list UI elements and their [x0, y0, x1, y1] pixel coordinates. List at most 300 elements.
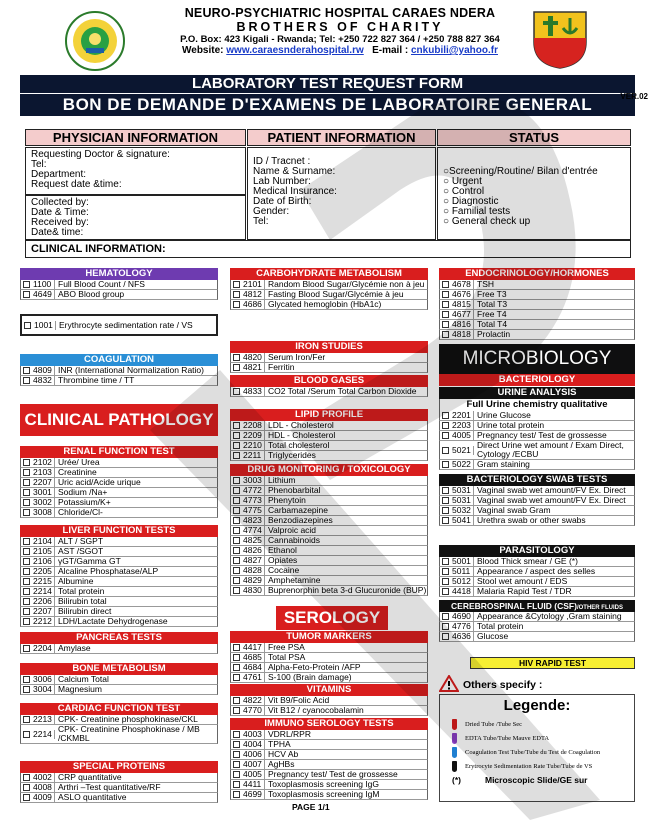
vitamins-section [230, 684, 428, 716]
checkbox[interactable] [442, 412, 449, 419]
coagulation-section [20, 354, 218, 386]
test-label: TPHA [268, 739, 291, 749]
collection-box [25, 195, 246, 240]
test-code: 3003 [243, 476, 265, 485]
test-row[interactable] [230, 300, 428, 310]
hematology-header: HEMATOLOGY [20, 268, 218, 280]
special-header: SPECIAL PROTEINS [20, 761, 218, 773]
checkbox[interactable] [233, 567, 240, 574]
test-label: Carbamazepine [268, 505, 329, 515]
test-label: Ethanol [268, 545, 297, 555]
status-option-urgent[interactable]: ○ Urgent [443, 176, 482, 187]
test-label: Urethra swab or other swabs [477, 515, 586, 525]
test-label: Thrombine time / TT [58, 375, 135, 385]
test-label: CO2 Total /Serum Total Carbon Dioxide [268, 386, 417, 396]
test-row[interactable] [230, 706, 428, 716]
checkbox[interactable] [23, 479, 30, 486]
test-label: Arthri –Test quantitative/RF [58, 782, 161, 792]
checkbox[interactable] [233, 791, 240, 798]
test-label: Prolactin [477, 329, 511, 339]
clinical-info-field[interactable]: CLINICAL INFORMATION: [25, 240, 631, 258]
urine-subtitle: Full Urine chemistry qualitative [439, 399, 635, 411]
test-label: Random Blood Sugar/Glycémie non à jeu [268, 279, 425, 289]
checkbox[interactable] [442, 568, 449, 575]
test-code: 2212 [33, 617, 55, 626]
test-label: Gram staining [477, 459, 530, 469]
checkbox[interactable] [442, 578, 449, 585]
email-link[interactable]: cnkubili@yahoo.fr [411, 45, 498, 56]
immuno-header: IMMUNO SEROLOGY TESTS [230, 718, 428, 730]
test-code: 5011 [452, 567, 474, 576]
checkbox[interactable] [233, 771, 240, 778]
test-row[interactable] [230, 673, 428, 683]
blood-gases-section [230, 375, 428, 397]
bone-header: BONE METABOLISM [20, 663, 218, 675]
physician-info-header: PHYSICIAN INFORMATION [25, 129, 246, 146]
test-row[interactable]: 1001 Erythrocyte sedimentation rate / VS [20, 314, 218, 336]
hospital-header [150, 6, 530, 56]
others-specify[interactable]: Others specify : [439, 675, 542, 695]
test-row[interactable] [230, 790, 428, 800]
checkbox[interactable] [233, 751, 240, 758]
test-label: Magnesium [58, 684, 102, 694]
test-label: Bilirubin direct [58, 606, 112, 616]
immuno-section [230, 718, 428, 800]
website-link[interactable]: www.caraesnderahospital.rw [226, 45, 364, 56]
checkbox[interactable] [23, 377, 30, 384]
test-label: TSH [477, 279, 494, 289]
legend-item [440, 745, 634, 759]
checkbox[interactable] [233, 507, 240, 514]
checkbox[interactable] [233, 557, 240, 564]
test-label: Total cholesterol [268, 440, 330, 450]
test-code: 5031 [452, 496, 474, 505]
test-code: 5031 [452, 486, 474, 495]
test-label: Vit B12 / cyanocobalamin [268, 705, 364, 715]
test-label: Free T4 [477, 309, 507, 319]
esr-section [20, 314, 218, 336]
test-label: Appearance / aspect des selles [477, 566, 596, 576]
test-code: 4773 [243, 496, 265, 505]
checkbox[interactable] [442, 291, 449, 298]
test-row[interactable] [20, 644, 218, 654]
requesting-doctor-field[interactable]: Requesting Doctor & signature: [31, 149, 170, 160]
checkbox[interactable] [23, 731, 30, 738]
test-code: 4684 [243, 663, 265, 672]
test-label: ALT / SGPT [58, 536, 104, 546]
checkbox[interactable] [233, 537, 240, 544]
test-label: HCV Ab [268, 749, 299, 759]
checkbox[interactable] [442, 422, 449, 429]
test-code: 4829 [243, 576, 265, 585]
checkbox[interactable] [442, 447, 449, 454]
test-code: 2214 [33, 587, 55, 596]
test-code: 2208 [243, 421, 265, 430]
checkbox[interactable] [23, 686, 30, 693]
test-code: 2204 [33, 644, 55, 653]
urine-section [439, 387, 635, 470]
bacteriology-header: BACTERIOLOGY [439, 374, 635, 386]
test-row[interactable] [20, 617, 218, 627]
test-label: Urine total protein [477, 420, 545, 430]
checkbox[interactable] [442, 558, 449, 565]
checkbox[interactable] [233, 527, 240, 534]
test-code: 3006 [33, 675, 55, 684]
drug-section [230, 464, 428, 596]
test-code: 2211 [243, 451, 265, 460]
cardiac-header: CARDIAC FUNCTION TEST [20, 703, 218, 715]
test-row[interactable] [20, 290, 218, 300]
test-code: 3002 [33, 498, 55, 507]
checkbox[interactable] [442, 301, 449, 308]
test-code: 4677 [452, 310, 474, 319]
test-row[interactable] [439, 441, 635, 460]
parasitology-section [439, 545, 635, 597]
checkbox[interactable] [23, 598, 30, 605]
checkbox[interactable] [442, 623, 449, 630]
test-row[interactable] [230, 387, 428, 397]
test-label: Free T3 [477, 289, 507, 299]
test-code: 4411 [243, 780, 265, 789]
test-code: 4825 [243, 536, 265, 545]
status-option-screening[interactable]: ○Screening/Routine/ Bilan d'entrée [443, 166, 598, 177]
test-label: Toxoplasmosis screening IgG [268, 779, 380, 789]
checkbox[interactable] [233, 388, 240, 395]
test-code: 4690 [452, 612, 474, 621]
test-code: 4822 [243, 696, 265, 705]
test-label: Sodium /Na+ [58, 487, 108, 497]
test-label: Vaginal swab Gram [477, 505, 551, 515]
test-code: 4812 [243, 290, 265, 299]
test-label: Valproic acid [268, 525, 317, 535]
received-by-field[interactable]: Received by: [31, 217, 89, 228]
test-code: 2213 [33, 715, 55, 724]
hematology-section [20, 268, 218, 300]
csf-section [439, 600, 635, 642]
checkbox[interactable] [442, 432, 449, 439]
lipid-section [230, 409, 428, 461]
checkbox[interactable] [233, 517, 240, 524]
test-code: 2215 [33, 577, 55, 586]
test-label: Pregnancy test/ Test de grossesse [268, 769, 398, 779]
test-code: 4770 [243, 706, 265, 715]
status-option-control[interactable]: ○ Control [443, 186, 485, 197]
checkbox[interactable] [233, 422, 240, 429]
test-code: 2201 [452, 411, 474, 420]
checkbox[interactable] [23, 568, 30, 575]
checkbox[interactable] [23, 509, 30, 516]
tube-icon [452, 747, 457, 758]
brothers-shield-logo [530, 8, 590, 70]
test-code: 2205 [33, 567, 55, 576]
test-row[interactable] [439, 632, 635, 642]
test-label: Ferritin [268, 362, 295, 372]
physician-tel-field[interactable]: Tel: [31, 159, 47, 170]
checkbox[interactable] [233, 731, 240, 738]
status-header: STATUS [437, 129, 631, 146]
checkbox[interactable] [23, 784, 30, 791]
checkbox[interactable] [23, 578, 30, 585]
test-code: 4678 [452, 280, 474, 289]
checkbox[interactable] [233, 442, 240, 449]
test-code: 5001 [452, 557, 474, 566]
csf-header: CEREBROSPINAL FLUID (CSF)/OTHER FLUIDS [439, 600, 635, 612]
test-label: VDRL/RPR [268, 729, 311, 739]
renal-header: RENAL FUNCTION TEST [20, 446, 218, 458]
checkbox[interactable] [442, 321, 449, 328]
checkbox[interactable] [442, 588, 449, 595]
test-label: Vaginal swab wet amount/FV Ex. Direct [477, 485, 626, 495]
form-title-fr: BON DE DEMANDE D'EXAMENS DE LABORATOIRE GENERAL [20, 94, 635, 116]
patient-tel-field[interactable]: Tel: [253, 216, 269, 227]
checkbox[interactable] [442, 281, 449, 288]
liver-section [20, 525, 218, 627]
test-code: 2206 [33, 597, 55, 606]
received-date-field[interactable]: Date& time: [31, 227, 84, 238]
test-row[interactable] [439, 587, 635, 597]
test-row[interactable] [439, 330, 635, 340]
checkbox[interactable] [233, 301, 240, 308]
lipid-header: LIPID PROFILE [230, 409, 428, 421]
pancreas-header: PANCREAS TESTS [20, 632, 218, 644]
test-label: Albumine [58, 576, 94, 586]
gases-header: BLOOD GASES [230, 375, 428, 387]
legend-item [440, 717, 634, 731]
physician-request-box [25, 147, 246, 195]
hiv-rapid-test[interactable]: HIV RAPID TEST [470, 657, 635, 669]
test-code: 4772 [243, 486, 265, 495]
test-label: Cannabinoids [268, 535, 320, 545]
tumor-section [230, 631, 428, 683]
checkbox[interactable] [23, 608, 30, 615]
test-label: Blood Thick smear / GE (*) [477, 556, 578, 566]
checkbox[interactable] [233, 587, 240, 594]
checkbox[interactable] [23, 367, 30, 374]
drug-header: DRUG MONITORING / TOXICOLOGY [230, 464, 428, 476]
test-row[interactable] [20, 685, 218, 695]
hospital-name: NEURO-PSYCHIATRIC HOSPITAL CARAES NDERA [184, 6, 496, 20]
test-label: Toxoplasmosis screening IgM [268, 789, 380, 799]
checkbox[interactable] [23, 499, 30, 506]
checkbox[interactable] [233, 781, 240, 788]
test-label: Vit B9/Folic Acid [268, 695, 330, 705]
test-label: Total T3 [477, 299, 508, 309]
hospital-logo [64, 10, 126, 72]
test-code: 4417 [243, 643, 265, 652]
test-row[interactable] [439, 460, 635, 470]
test-label: Free PSA [268, 642, 305, 652]
collected-date-field[interactable]: Date & Time: [31, 207, 89, 218]
test-label: Opiates [268, 555, 298, 565]
gender-field[interactable]: Gender: [253, 206, 290, 217]
swab-section [439, 474, 635, 526]
checkbox[interactable] [233, 477, 240, 484]
checkbox[interactable] [442, 331, 449, 338]
checkbox[interactable] [23, 774, 30, 781]
test-code: 4818 [452, 330, 474, 339]
renal-section [20, 446, 218, 518]
test-label: INR (International Normalization Ratio) [58, 365, 204, 375]
test-code: 2203 [452, 421, 474, 430]
test-label: Total PSA [268, 652, 306, 662]
checkbox[interactable] [442, 517, 449, 524]
checkbox[interactable] [23, 716, 30, 723]
checkbox[interactable] [23, 538, 30, 545]
checkbox[interactable] [233, 761, 240, 768]
checkbox[interactable] [442, 461, 449, 468]
test-code: 5032 [452, 506, 474, 515]
urine-header: URINE ANALYSIS [439, 387, 635, 399]
dob-field[interactable]: Date of Birth: [253, 196, 312, 207]
checkbox[interactable] [23, 281, 30, 288]
test-code: 4820 [243, 353, 265, 362]
test-code: 4761 [243, 673, 265, 682]
liver-header: LIVER FUNCTION TESTS [20, 525, 218, 537]
legend-title: Legende: [503, 697, 571, 714]
test-code: 5012 [452, 577, 474, 586]
insurance-field[interactable]: Medical Insurance: [253, 186, 337, 197]
request-date-field[interactable]: Request date &time: [31, 179, 122, 190]
checkbox[interactable] [442, 507, 449, 514]
checkbox[interactable] [23, 645, 30, 652]
checkbox[interactable] [233, 664, 240, 671]
web-contact: Website: www.caraesnderahospital.rw E-mail : cnkubili@yahoo.fr [182, 45, 498, 56]
test-label: Total T4 [477, 319, 508, 329]
checkbox[interactable] [233, 452, 240, 459]
test-code: 2210 [243, 441, 265, 450]
test-label: Phenobarbital [268, 485, 321, 495]
test-code: 2102 [33, 458, 55, 467]
test-row[interactable] [230, 586, 428, 596]
checkbox[interactable] [24, 322, 31, 329]
checkbox[interactable] [23, 618, 30, 625]
checkbox[interactable] [233, 697, 240, 704]
test-code: 2101 [243, 280, 265, 289]
test-label: Full Blood Count / NFS [58, 279, 145, 289]
test-code: 4774 [243, 526, 265, 535]
checkbox[interactable] [442, 497, 449, 504]
test-code: 2207 [33, 478, 55, 487]
test-label: Triglycerides [268, 450, 316, 460]
test-label: Phenytoin [268, 495, 306, 505]
test-label: Total protein [477, 621, 524, 631]
test-label: Fasting Blood Sugar/Glycémie à jeu [268, 289, 404, 299]
checkbox[interactable] [442, 311, 449, 318]
checkbox[interactable] [233, 707, 240, 714]
lab-number-field[interactable]: Lab Number: [253, 176, 311, 187]
checkbox[interactable] [233, 354, 240, 361]
test-code: 4002 [33, 773, 55, 782]
test-row[interactable] [439, 516, 635, 526]
legend-label: Coagulation Test Tube/Tube du Test de Coagulation [465, 748, 601, 756]
test-code: 4821 [243, 363, 265, 372]
checkbox[interactable] [233, 487, 240, 494]
test-label: Vaginal swab wet amount/FV Ex. Direct [477, 495, 626, 505]
test-code: 4832 [33, 376, 55, 385]
checkbox[interactable] [23, 459, 30, 466]
checkbox[interactable] [23, 558, 30, 565]
checkbox[interactable] [233, 547, 240, 554]
checkbox[interactable] [233, 654, 240, 661]
status-option-familial[interactable]: ○ Familial tests [443, 206, 511, 217]
checkbox[interactable] [23, 588, 30, 595]
brothers-of-charity: BROTHERS OF CHARITY [236, 20, 444, 34]
test-label: ABO Blood group [58, 289, 125, 299]
status-option-checkup[interactable]: ○ General check up [443, 216, 531, 227]
test-code: 4776 [452, 622, 474, 631]
test-label: HDL - Cholesterol [268, 430, 336, 440]
test-label: Glycated hemoglobin (HbA1c) [268, 299, 382, 309]
status-box [437, 147, 631, 240]
test-row[interactable] [20, 725, 218, 744]
coagulation-header: COAGULATION [20, 354, 218, 366]
test-row[interactable] [230, 451, 428, 461]
checkbox[interactable] [23, 469, 30, 476]
test-code: 4008 [33, 783, 55, 792]
microbiology-banner: MICROBIOLOGY [439, 344, 635, 374]
test-code: 4004 [243, 740, 265, 749]
status-option-diagnostic[interactable]: ○ Diagnostic [443, 196, 499, 207]
test-code: 1100 [33, 280, 55, 289]
checkbox[interactable] [233, 644, 240, 651]
special-proteins-section [20, 761, 218, 803]
test-row[interactable] [20, 793, 218, 803]
name-field[interactable]: Name & Surname: [253, 166, 336, 177]
test-label: γGT/Gamma GT [58, 556, 121, 566]
serology-banner: SEROLOGY [276, 606, 388, 630]
test-row[interactable] [230, 363, 428, 373]
test-label: CRP quantitative [58, 772, 122, 782]
checkbox[interactable] [233, 291, 240, 298]
checkbox[interactable] [442, 487, 449, 494]
checkbox[interactable] [233, 577, 240, 584]
test-label: Pregnancy test/ Test de grossesse [477, 430, 607, 440]
checkbox[interactable] [23, 548, 30, 555]
test-label: Benzodiazepines [268, 515, 333, 525]
checkbox[interactable] [23, 291, 30, 298]
checkbox[interactable] [233, 674, 240, 681]
test-code: 4826 [243, 546, 265, 555]
collected-by-field[interactable]: Collected by: [31, 197, 89, 208]
pancreas-section [20, 632, 218, 654]
test-code: 4685 [243, 653, 265, 662]
test-code: 4830 [243, 586, 265, 595]
test-row[interactable] [20, 376, 218, 386]
checkbox[interactable] [233, 497, 240, 504]
id-tracnet-field[interactable]: ID / Tracnet : [253, 156, 311, 167]
checkbox[interactable] [233, 432, 240, 439]
test-code: 4418 [452, 587, 474, 596]
checkbox[interactable] [233, 364, 240, 371]
legend-item [440, 731, 634, 745]
checkbox[interactable] [442, 613, 449, 620]
checkbox[interactable] [233, 741, 240, 748]
test-code: 4827 [243, 556, 265, 565]
test-code: 2214 [33, 730, 55, 739]
checkbox[interactable] [23, 676, 30, 683]
department-field[interactable]: Department: [31, 169, 87, 180]
checkbox[interactable] [442, 633, 449, 640]
checkbox[interactable] [233, 281, 240, 288]
test-row[interactable] [20, 508, 218, 518]
test-label: Alcaline Phosphatase/ALP [58, 566, 159, 576]
test-label: Lithium [268, 475, 296, 485]
checkbox[interactable] [23, 489, 30, 496]
test-code: 5021 [452, 446, 474, 455]
checkbox[interactable] [23, 794, 30, 801]
tube-icon [452, 761, 457, 772]
test-code: 4009 [33, 793, 55, 802]
